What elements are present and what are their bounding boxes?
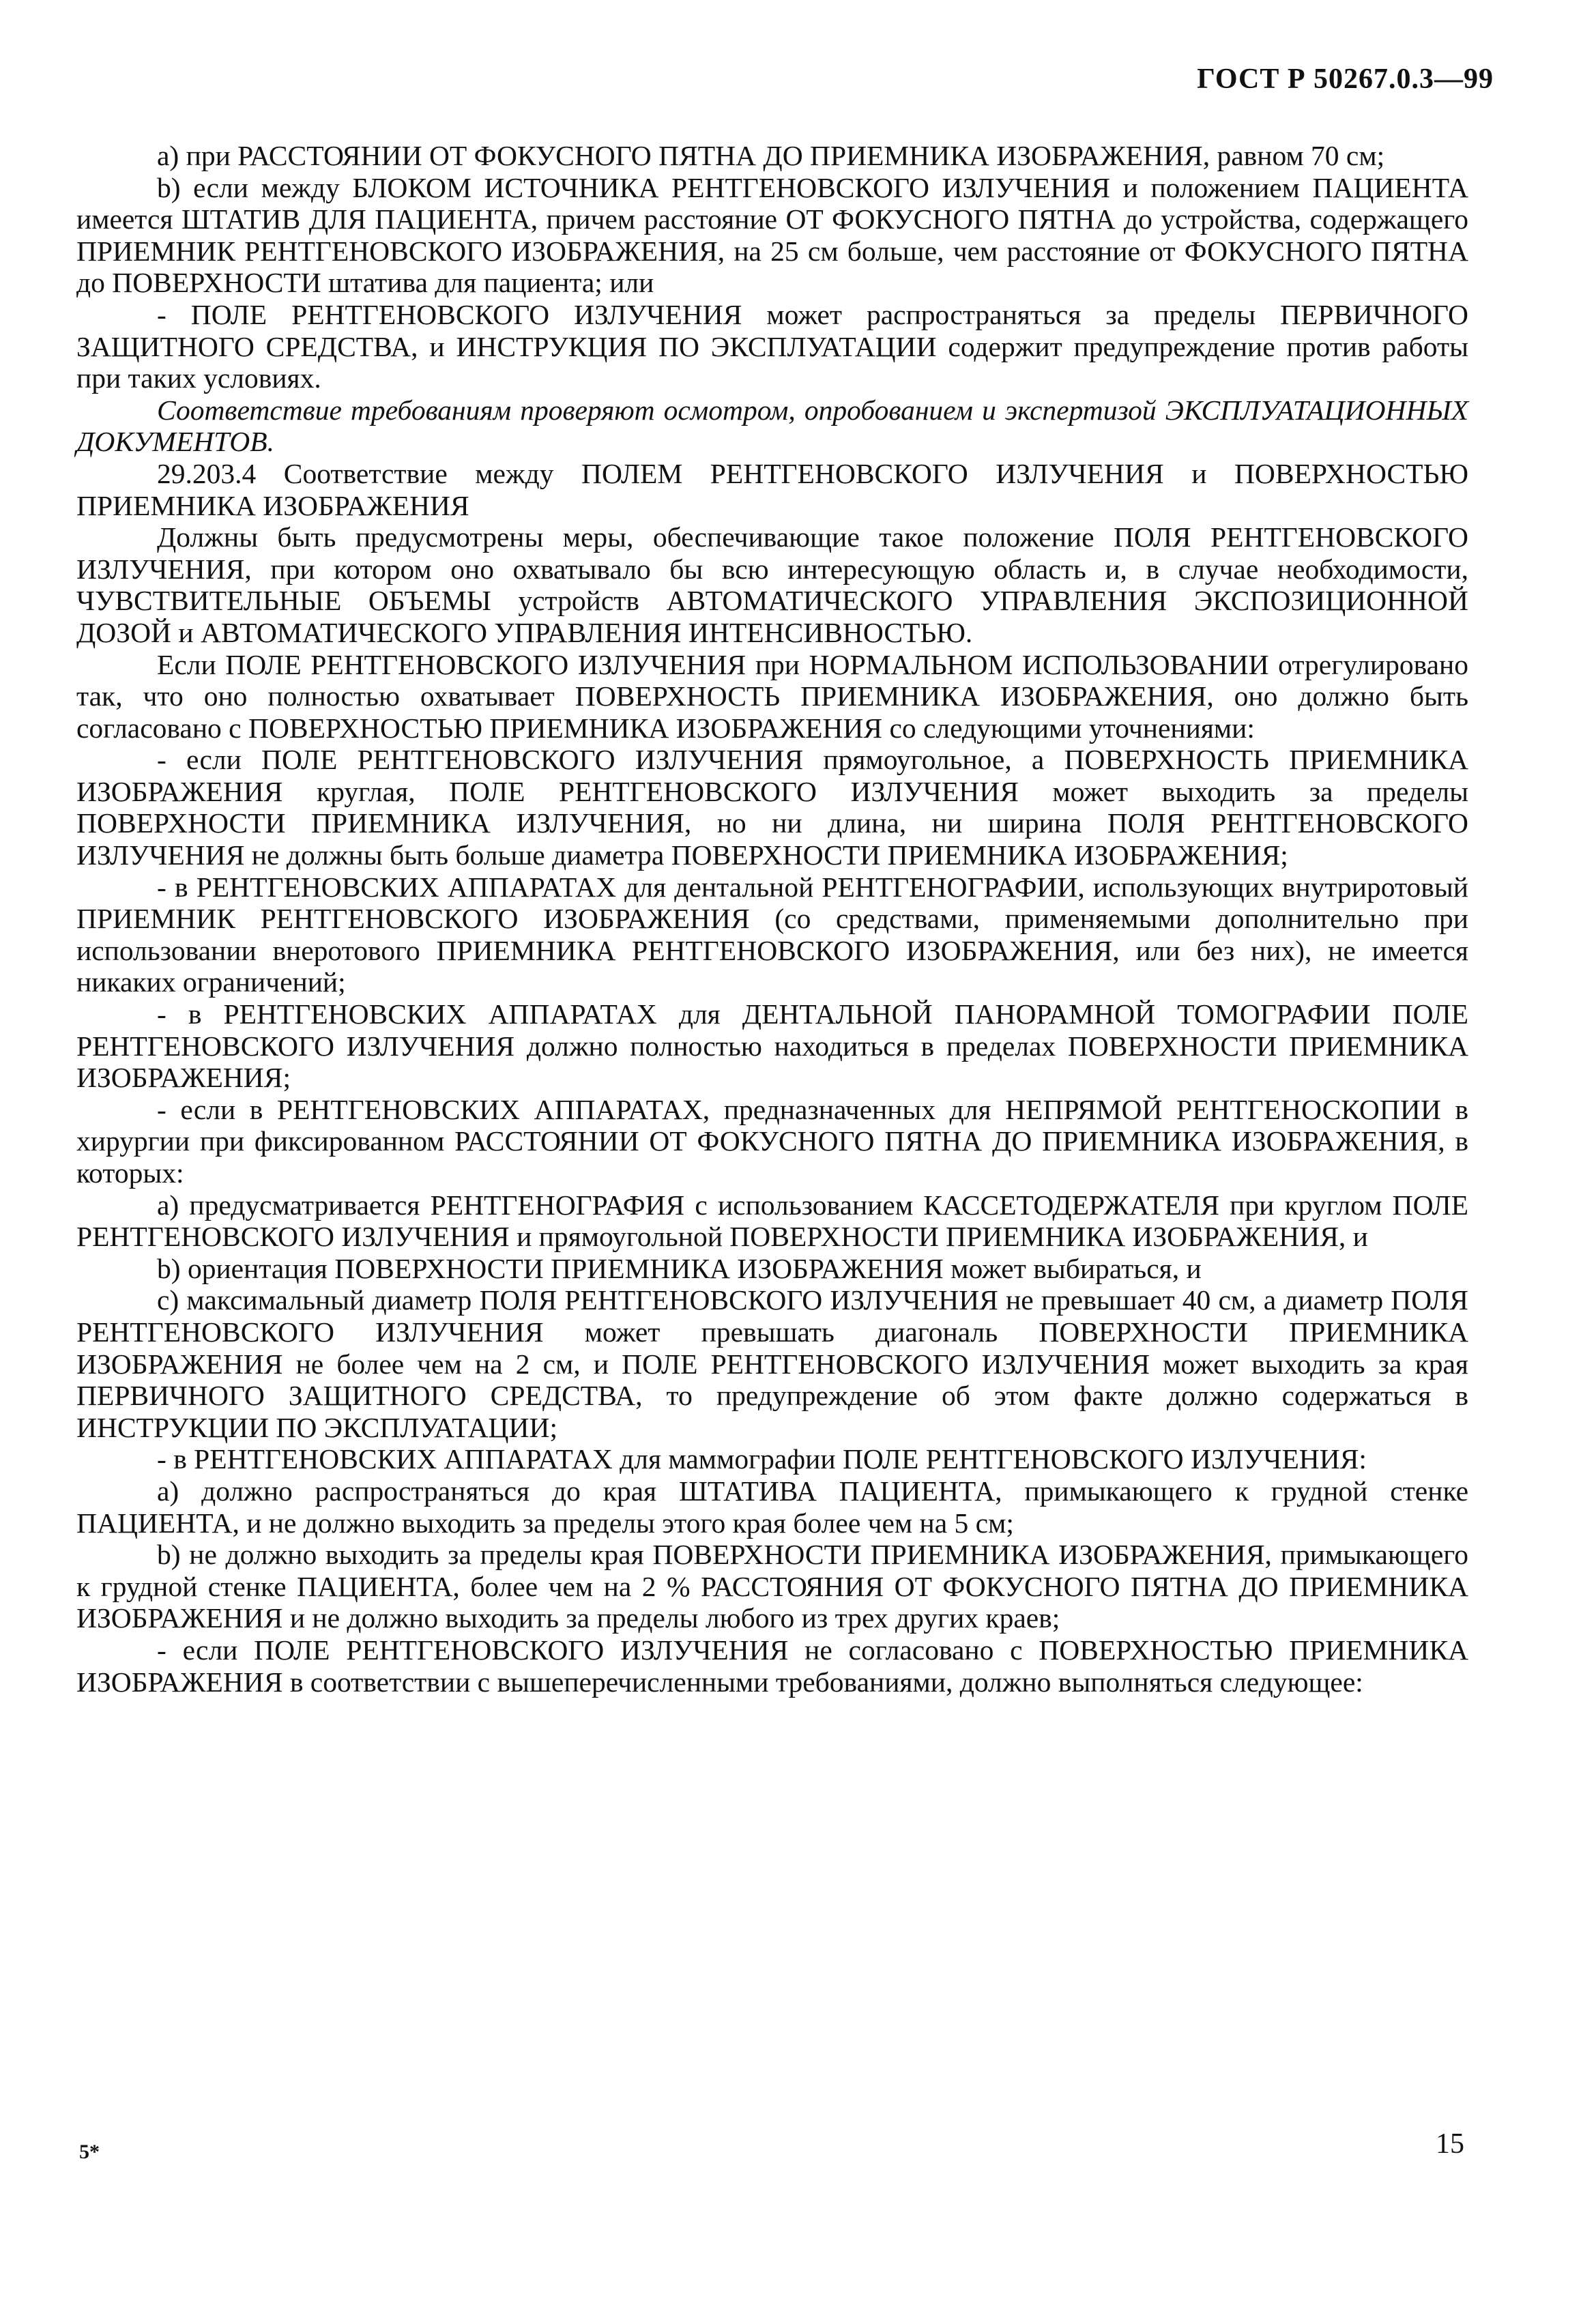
paragraph: - если в РЕНТГЕНОВСКИХ АППАРАТАХ, предназначенных для НЕПРЯМОЙ РЕНТГЕНОСКОПИИ в хирургии при фиксированном РАССТОЯНИИ ОТ ФОКУСНОГО ПЯТНА ДО ПРИЕМНИКА ИЗОБРАЖЕНИЯ, в которых: <box>76 1093 1468 1189</box>
paragraph: - если ПОЛЕ РЕНТГЕНОВСКОГО ИЗЛУЧЕНИЯ не согласовано с ПОВЕРХНОСТЬЮ ПРИЕМНИКА ИЗОБРАЖЕНИЯ в соответствии с вышеперечисленными требованиями, должно выполняться следующее: <box>76 1634 1468 1698</box>
paragraph: b) ориентация ПОВЕРХНОСТИ ПРИЕМНИКА ИЗОБРАЖЕНИЯ может выбираться, и <box>157 1252 1202 1284</box>
paragraph: а) должно распространяться до края ШТАТИВА ПАЦИЕНТА, примыкающего к грудной стенке ПАЦИЕНТА, и не должно выходить за пределы этого края более чем на 5 см; <box>76 1475 1468 1539</box>
paragraph: b) если между БЛОКОМ ИСТОЧНИКА РЕНТГЕНОВСКОГО ИЗЛУЧЕНИЯ и положением ПАЦИЕНТА имеется ШТАТИВ ДЛЯ ПАЦИЕНТА, причем расстояние ОТ ФОКУСНОГО ПЯТНА до устройства, содержащего ПРИЕМНИК РЕНТГЕНОВСКОГО ИЗОБРАЖЕНИЯ, на 25 см больше, чем расстояние от ФОКУСНОГО ПЯТНА до ПОВЕРХНОСТИ штатива для пациента; или <box>76 171 1468 299</box>
paragraph: Должны быть предусмотрены меры, обеспечивающие такое положение ПОЛЯ РЕНТГЕНОВСКОГО ИЗЛУЧЕНИЯ, при котором оно охватывало бы всю интересующую область и, в случае необходимости, ЧУВСТВИТЕЛЬНЫЕ ОБЪЕМЫ устройств АВТОМАТИЧЕСКОГО УПРАВЛЕНИЯ ЭКСПОЗИЦИОННОЙ ДОЗОЙ и АВТОМАТИЧЕСКОГО УПРАВЛЕНИЯ ИНТЕНСИВНОСТЬЮ. <box>76 521 1468 648</box>
page-number: 15 <box>1436 2128 1464 2160</box>
paragraph: - в РЕНТГЕНОВСКИХ АППАРАТАХ для ДЕНТАЛЬНОЙ ПАНОРАМНОЙ ТОМОГРАФИИ ПОЛЕ РЕНТГЕНОВСКОГО ИЗЛУЧЕНИЯ должно полностью находиться в пределах ПОВЕРХНОСТИ ПРИЕМНИКА ИЗОБРАЖЕНИЯ; <box>76 998 1468 1094</box>
standard-number-header: ГОСТ Р 50267.0.3—99 <box>1197 63 1494 95</box>
paragraph: - в РЕНТГЕНОВСКИХ АППАРАТАХ для дентальной РЕНТГЕНОГРАФИИ, использующих внутриротовый ПРИЕМНИК РЕНТГЕНОВСКОГО ИЗОБРАЖЕНИЯ (со средствами, применяемыми дополнительно при использовании внеротового ПРИЕМНИКА РЕНТГЕНОВСКОГО ИЗОБРАЖЕНИЯ, или без них), не имеется никаких ограничений; <box>76 871 1468 998</box>
paragraph: - в РЕНТГЕНОВСКИХ АППАРАТАХ для маммографии ПОЛЕ РЕНТГЕНОВСКОГО ИЗЛУЧЕНИЯ: <box>157 1443 1367 1475</box>
paragraph: Если ПОЛЕ РЕНТГЕНОВСКОГО ИЗЛУЧЕНИЯ при НОРМАЛЬНОМ ИСПОЛЬЗОВАНИИ отрегулировано так, что оно полностью охватывает ПОВЕРХНОСТЬ ПРИЕМНИКА ИЗОБРАЖЕНИЯ, оно должно быть согласовано с ПОВЕРХНОСТЬЮ ПРИЕМНИКА ИЗОБРАЖЕНИЯ со следующими уточнениями: <box>76 648 1468 744</box>
paragraph: - ПОЛЕ РЕНТГЕНОВСКОГО ИЗЛУЧЕНИЯ может распространяться за пределы ПЕРВИЧНОГО ЗАЩИТНОГО СРЕДСТВА, и ИНСТРУКЦИЯ ПО ЭКСПЛУАТАЦИИ содержит предупреждение против работы при таких условиях. <box>76 298 1468 394</box>
signature-mark: 5* <box>79 2141 100 2163</box>
document-body <box>76 140 1468 1698</box>
compliance-note: Соответствие требованиям проверяют осмотром, опробованием и экспертизой ЭКСПЛУАТАЦИОННЫХ ДОКУМЕНТОВ. <box>76 394 1468 458</box>
paragraph: а) при РАССТОЯНИИ ОТ ФОКУСНОГО ПЯТНА ДО ПРИЕМНИКА ИЗОБРАЖЕНИЯ, равном 70 см; <box>157 140 1385 171</box>
paragraph: c) максимальный диаметр ПОЛЯ РЕНТГЕНОВСКОГО ИЗЛУЧЕНИЯ не превышает 40 см, а диаметр ПОЛЯ РЕНТГЕНОВСКОГО ИЗЛУЧЕНИЯ может превышать диагональ ПОВЕРХНОСТИ ПРИЕМНИКА ИЗОБРАЖЕНИЯ не более чем на 2 см, и ПОЛЕ РЕНТГЕНОВСКОГО ИЗЛУЧЕНИЯ может выходить за края ПЕРВИЧНОГО ЗАЩИТНОГО СРЕДСТВА, то предупреждение об этом факте должно содержаться в ИНСТРУКЦИИ ПО ЭКСПЛУАТАЦИИ; <box>76 1284 1468 1443</box>
paragraph: b) не должно выходить за пределы края ПОВЕРХНОСТИ ПРИЕМНИКА ИЗОБРАЖЕНИЯ, примыкающего к грудной стенке ПАЦИЕНТА, более чем на 2 % РАССТОЯНИЯ ОТ ФОКУСНОГО ПЯТНА ДО ПРИЕМНИКА ИЗОБРАЖЕНИЯ и не должно выходить за пределы любого из трех других краев; <box>76 1539 1468 1634</box>
paragraph: а) предусматривается РЕНТГЕНОГРАФИЯ с использованием КАССЕТОДЕРЖАТЕЛЯ при круглом ПОЛЕ РЕНТГЕНОВСКОГО ИЗЛУЧЕНИЯ и прямоугольной ПОВЕРХНОСТИ ПРИЕМНИКА ИЗОБРАЖЕНИЯ, и <box>76 1189 1468 1253</box>
section-heading: 29.203.4 Соответствие между ПОЛЕМ РЕНТГЕНОВСКОГО ИЗЛУЧЕНИЯ и ПОВЕРХНОСТЬЮ ПРИЕМНИКА ИЗОБРАЖЕНИЯ <box>76 457 1468 521</box>
paragraph: - если ПОЛЕ РЕНТГЕНОВСКОГО ИЗЛУЧЕНИЯ прямоугольное, а ПОВЕРХНОСТЬ ПРИЕМНИКА ИЗОБРАЖЕНИЯ круглая, ПОЛЕ РЕНТГЕНОВСКОГО ИЗЛУЧЕНИЯ может выходить за пределы ПОВЕРХНОСТИ ПРИЕМНИКА ИЗЛУЧЕНИЯ, но ни длина, ни ширина ПОЛЯ РЕНТГЕНОВСКОГО ИЗЛУЧЕНИЯ не должны быть больше диаметра ПОВЕРХНОСТИ ПРИЕМНИКА ИЗОБРАЖЕНИЯ; <box>76 744 1468 871</box>
